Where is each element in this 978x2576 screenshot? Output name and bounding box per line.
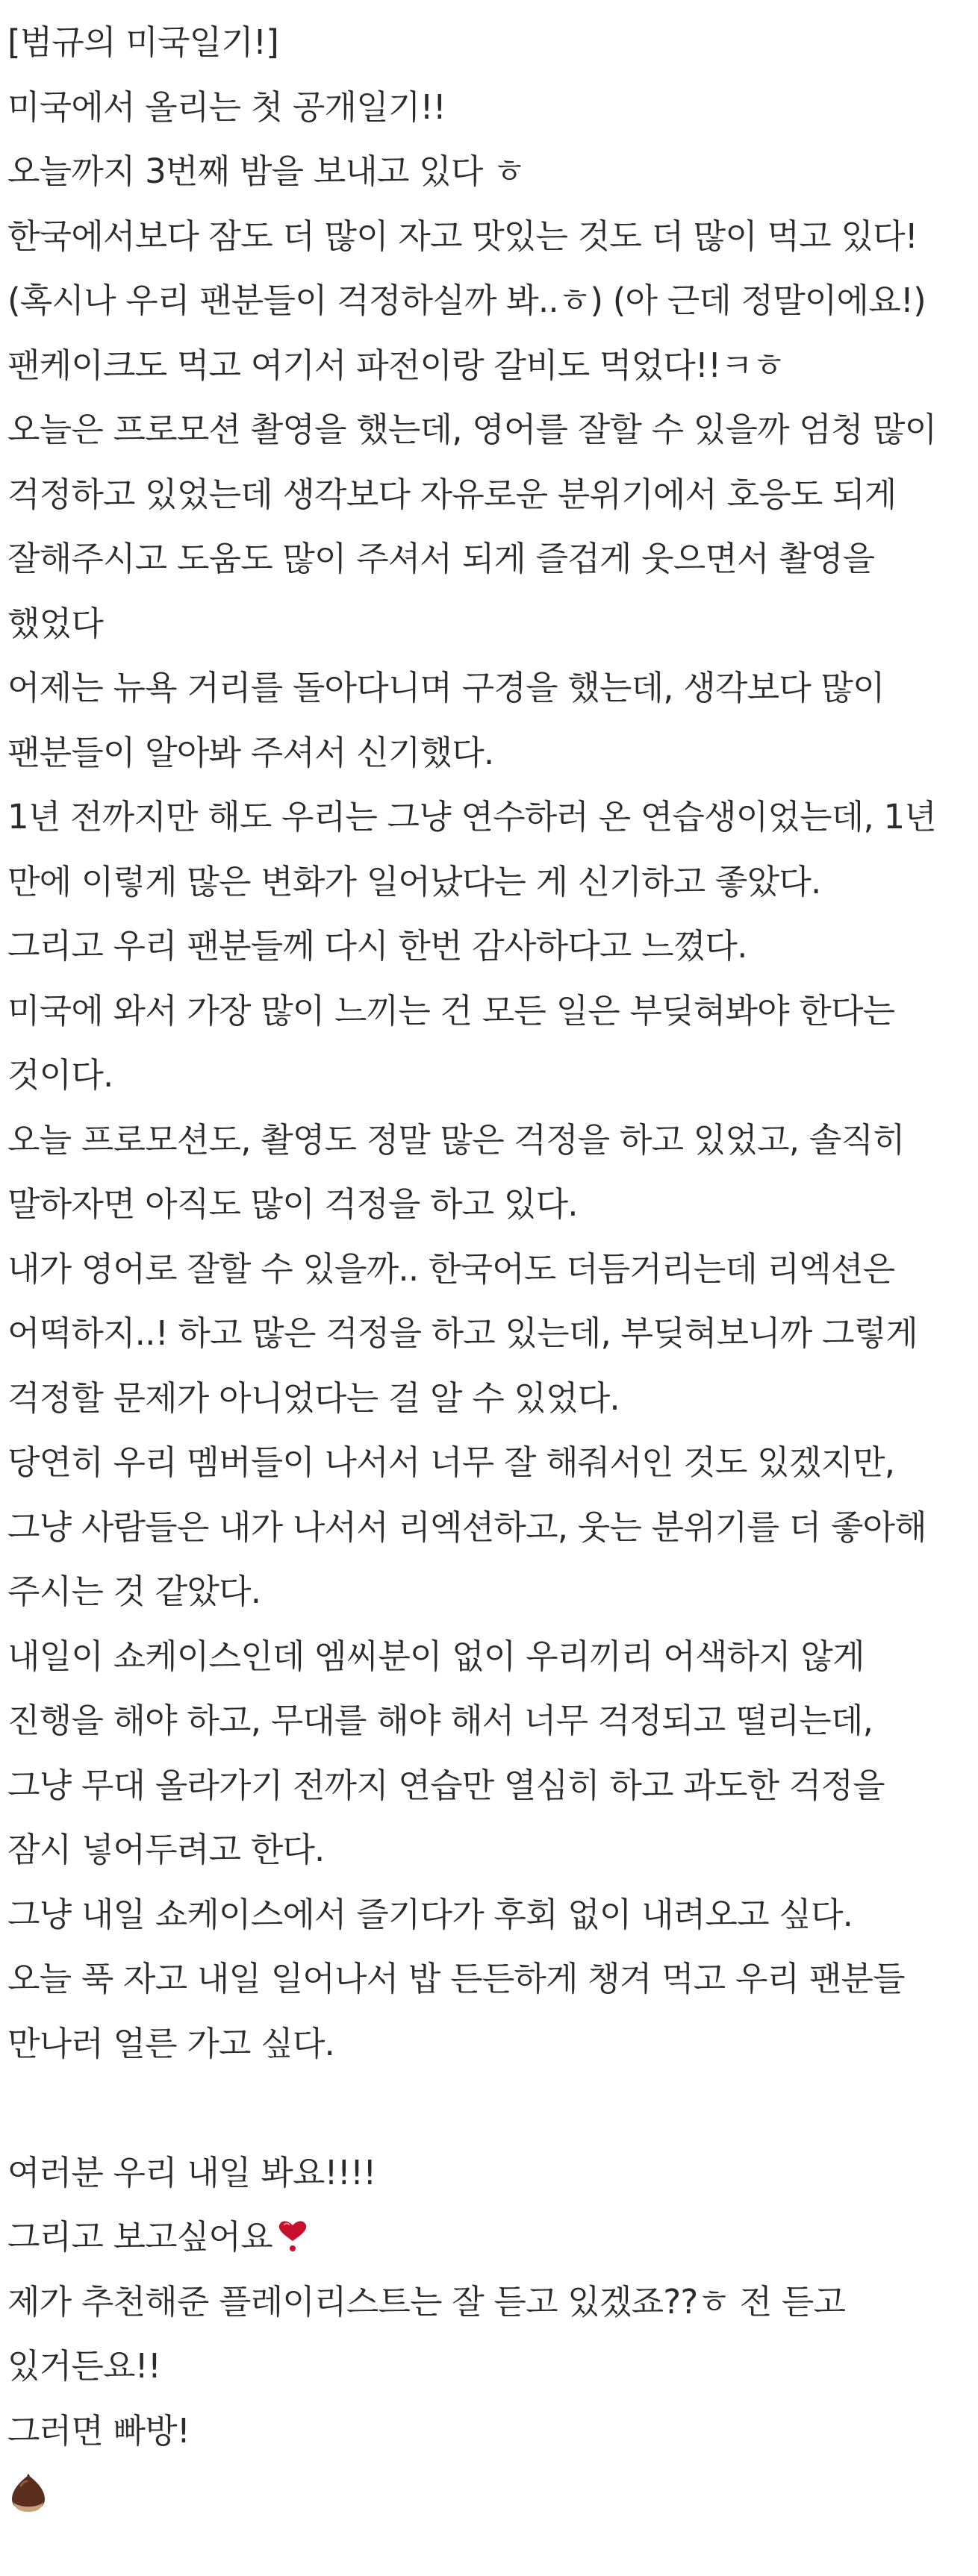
- diary-line: 내가 영어로 잘할 수 있을까.. 한국어도 더듬거리는데 리엑션은: [7, 1248, 895, 1289]
- closing-line-3: 제가 추천해준 플레이리스트는 잘 듣고 있겠죠??ㅎ 전 듣고: [7, 2281, 846, 2322]
- diary-line: 잠시 넣어두려고 한다.: [7, 1830, 325, 1869]
- diary-line: 미국에서 올리는 첫 공개일기!!: [7, 87, 446, 127]
- diary-line: 오늘 프로모션도, 촬영도 정말 많은 걱정을 하고 있었고, 솔직히: [7, 1119, 905, 1160]
- diary-line: 미국에 와서 가장 많이 느끼는 건 모든 일은 부딪혀봐야 한다는: [7, 990, 895, 1031]
- diary-line: 걱정할 문제가 아니었다는 걸 알 수 있었다.: [7, 1378, 620, 1418]
- diary-line: 걱정하고 있었는데 생각보다 자유로운 분위기에서 호응도 되게: [7, 474, 897, 514]
- diary-line: 말하자면 아직도 많이 걱정을 하고 있다.: [7, 1184, 578, 1224]
- diary-post: [7, 10, 971, 2528]
- diary-line: 만나러 얼른 가고 싶다.: [7, 2023, 335, 2063]
- closing-line-2-text: 그리고 보고싶어요: [7, 2217, 272, 2257]
- diary-line: 1년 전까지만 해도 우리는 그냥 연수하러 온 연습생이었는데, 1년: [7, 797, 936, 837]
- diary-line: 했었다: [7, 603, 104, 643]
- chestnut-icon: [7, 2472, 49, 2514]
- diary-line: 그리고 우리 팬분들께 다시 한번 감사하다고 느꼈다.: [7, 926, 747, 966]
- diary-line: 팬케이크도 먹고 여기서 파전이랑 갈비도 먹었다!!ㅋㅎ: [7, 345, 785, 385]
- diary-line: 것이다.: [7, 1055, 113, 1095]
- diary-line: 오늘 푹 자고 내일 일어나서 밥 든든하게 챙겨 먹고 우리 팬분들: [7, 1959, 905, 1998]
- diary-body: [7, 10, 971, 2076]
- chestnut-line: [7, 2463, 971, 2528]
- diary-line: 내일이 쇼케이스인데 엠씨분이 없이 우리끼리 어색하지 않게: [7, 1636, 865, 1676]
- diary-line: (혹시나 우리 팬분들이 걱정하실까 봐..ㅎ) (아 근데 정말이에요!): [7, 281, 926, 320]
- diary-line: 오늘까지 3번째 밤을 보내고 있다 ㅎ: [7, 151, 525, 191]
- closing-line-4: 있거든요!!: [7, 2346, 161, 2386]
- diary-line: [범규의 미국일기!]: [7, 22, 278, 62]
- diary-line: 팬분들이 알아봐 주셔서 신기했다.: [7, 732, 494, 772]
- diary-line: 그냥 무대 올라가기 전까지 연습만 열심히 하고 과도한 걱정을: [7, 1765, 885, 1805]
- diary-line: 한국에서보다 잠도 더 많이 자고 맛있는 것도 더 많이 먹고 있다!: [7, 216, 918, 256]
- diary-line: 당연히 우리 멤버들이 나서서 너무 잘 해줘서인 것도 있겠지만,: [7, 1442, 895, 1482]
- closing-line-1: 여러분 우리 내일 봐요!!!!: [7, 2152, 376, 2192]
- diary-line: 어제는 뉴욕 거리를 돌아다니며 구경을 했는데, 생각보다 많이: [7, 668, 885, 707]
- blank-line: [7, 2076, 971, 2141]
- diary-line: 진행을 해야 하고, 무대를 해야 해서 너무 걱정되고 떨리는데,: [7, 1701, 873, 1740]
- diary-line: 잘해주시고 도움도 많이 주셔서 되게 즐겁게 웃으면서 촬영을: [7, 539, 875, 578]
- diary-line: 그냥 내일 쇼케이스에서 즐기다가 후회 없이 내려오고 싶다.: [7, 1894, 853, 1934]
- closing-line-2: [7, 2205, 971, 2270]
- diary-line: 어떡하지..! 하고 많은 걱정을 하고 있는데, 부딪혀보니까 그렇게: [7, 1313, 918, 1353]
- heart-exclamation-icon: [275, 2219, 310, 2253]
- diary-line: 만에 이렇게 많은 변화가 일어났다는 게 신기하고 좋았다.: [7, 861, 821, 901]
- diary-line: 그냥 사람들은 내가 나서서 리엑션하고, 웃는 분위기를 더 좋아해: [7, 1507, 926, 1547]
- diary-line: 오늘은 프로모션 촬영을 했는데, 영어를 잘할 수 있을까 엄청 많이: [7, 410, 937, 449]
- diary-line: 주시는 것 같았다.: [7, 1572, 261, 1611]
- closing-line-5: 그러면 빠방!: [7, 2410, 190, 2451]
